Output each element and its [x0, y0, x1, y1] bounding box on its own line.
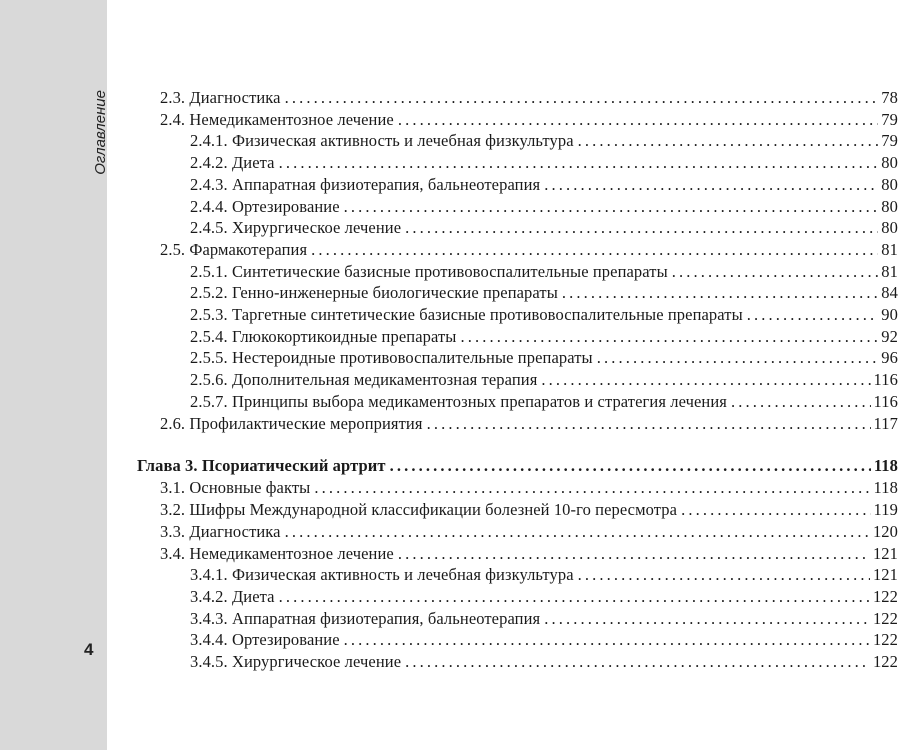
toc-entry-title: 2.4.3. Аппаратная физиотерапия, бальнеотерапия — [190, 175, 544, 195]
dot-leader — [344, 630, 870, 650]
dot-leader — [405, 652, 870, 672]
dot-leader — [344, 197, 879, 217]
dot-leader — [460, 327, 878, 347]
toc-entry-page: 118 — [873, 456, 898, 476]
toc-entry-title: 2.3. Диагностика — [160, 88, 285, 108]
toc-entry-page: 79 — [881, 109, 898, 129]
toc-entry-title: 3.3. Диагностика — [160, 522, 285, 542]
toc-entry[interactable] — [190, 370, 898, 391]
dot-leader — [311, 240, 878, 260]
toc-entry-title: 2.4. Немедикаментозное лечение — [160, 110, 398, 130]
dot-leader — [681, 500, 870, 520]
toc-entry-page: 80 — [881, 174, 898, 194]
page-margin-band — [0, 0, 107, 750]
toc-entry-title: Глава 3. Псориатический артрит — [137, 456, 390, 476]
toc-entry[interactable] — [190, 131, 898, 152]
dot-leader — [672, 262, 879, 282]
toc-entry-title: 2.5.7. Принципы выбора медикаментозных препаратов и стратегия лечения — [190, 392, 731, 412]
dot-leader — [544, 175, 878, 195]
toc-chapter-entry[interactable] — [137, 456, 898, 477]
toc-entry-page: 116 — [873, 391, 898, 411]
toc-entry[interactable] — [160, 240, 898, 261]
toc-entry-title: 3.4.2. Диета — [190, 587, 279, 607]
toc-entry-page: 122 — [872, 630, 898, 650]
toc-entry[interactable] — [160, 544, 898, 565]
dot-leader — [578, 131, 879, 151]
toc-entry-page: 122 — [872, 608, 898, 628]
toc-entry[interactable] — [190, 565, 898, 586]
toc-entry-title: 2.6. Профилактические мероприятия — [160, 414, 427, 434]
toc-entry-page: 122 — [872, 586, 898, 606]
page-number: 4 — [84, 640, 94, 659]
toc-entry-page: 90 — [881, 305, 898, 324]
toc-entry-title: 2.5.1. Синтетические базисные противовоспалительные препараты — [190, 262, 672, 282]
toc-entry[interactable] — [190, 305, 898, 326]
toc-entry[interactable] — [160, 478, 898, 499]
toc-entry-page: 80 — [881, 196, 898, 216]
toc-entry-page: 78 — [881, 88, 898, 107]
toc-entry-title: 3.4.4. Ортезирование — [190, 630, 344, 650]
toc-entry-title: 2.4.1. Физическая активность и лечебная физкультура — [190, 131, 578, 151]
dot-leader — [427, 414, 871, 434]
toc-entry-title: 2.5.6. Дополнительная медикаментозная терапия — [190, 370, 541, 390]
dot-leader — [747, 305, 879, 325]
toc-entry[interactable] — [190, 609, 898, 630]
toc-entry[interactable] — [190, 630, 898, 651]
toc-entry[interactable] — [190, 652, 898, 673]
toc-entry-title: 2.5. Фармакотерапия — [160, 240, 311, 260]
toc-entry[interactable] — [190, 392, 898, 413]
toc-entry-page: 84 — [881, 283, 898, 303]
running-header: Оглавление — [92, 90, 109, 175]
dot-leader — [285, 522, 870, 542]
toc-entry-title: 3.1. Основные факты — [160, 478, 314, 498]
toc-entry[interactable] — [190, 262, 898, 283]
dot-leader — [597, 348, 879, 368]
toc-entry-title: 3.4. Немедикаментозное лечение — [160, 544, 398, 564]
toc-entry-page: 117 — [873, 413, 898, 433]
toc-entry-title: 2.5.2. Генно-инженерные биологические препараты — [190, 283, 562, 303]
toc-entry[interactable] — [190, 218, 898, 239]
dot-leader — [405, 218, 878, 238]
toc-entry-title: 2.5.3. Таргетные синтетические базисные противовоспалительные препараты — [190, 305, 747, 325]
dot-leader — [578, 565, 870, 585]
toc-entry-page: 80 — [881, 218, 898, 238]
toc-entry-page: 92 — [881, 326, 898, 346]
dot-leader — [731, 392, 871, 412]
dot-leader — [279, 153, 879, 173]
toc-entry-page: 81 — [881, 261, 898, 281]
toc-entry-page: 119 — [873, 500, 898, 520]
dot-leader — [398, 544, 870, 564]
toc-entry-title: 3.4.5. Хирургическое лечение — [190, 652, 405, 672]
toc-entry-title: 3.4.1. Физическая активность и лечебная физкультура — [190, 565, 578, 585]
toc-entry-title: 3.2. Шифры Международной классификации болезней 10-го пересмотра — [160, 500, 681, 520]
toc-entry-title: 3.4.3. Аппаратная физиотерапия, бальнеотерапия — [190, 609, 544, 629]
toc-entry-title: 2.5.4. Глюкокортикоидные препараты — [190, 327, 460, 347]
toc-entry-page: 96 — [881, 348, 898, 368]
toc-entry[interactable] — [160, 110, 898, 131]
toc-entry[interactable] — [190, 283, 898, 304]
dot-leader — [398, 110, 878, 130]
toc-entry[interactable] — [190, 197, 898, 218]
toc-entry-page: 122 — [872, 652, 898, 671]
toc-entry[interactable] — [190, 175, 898, 196]
toc-entry-page: 118 — [873, 478, 898, 498]
toc-entry-title: 2.4.2. Диета — [190, 153, 279, 173]
toc-entry[interactable] — [190, 327, 898, 348]
toc-entry[interactable] — [160, 522, 898, 543]
toc-entry[interactable] — [160, 414, 898, 435]
dot-leader — [562, 283, 878, 303]
toc-entry[interactable] — [190, 348, 898, 369]
toc-entry[interactable] — [190, 153, 898, 174]
toc-entry-title: 2.5.5. Нестероидные противовоспалительные препараты — [190, 348, 597, 368]
dot-leader — [544, 609, 870, 629]
toc-entry-page: 80 — [881, 153, 898, 173]
toc-entry-page: 121 — [872, 565, 898, 585]
dot-leader — [314, 478, 870, 498]
toc-entry[interactable] — [160, 500, 898, 521]
dot-leader — [279, 587, 870, 607]
toc-entry-page: 116 — [873, 370, 898, 390]
toc-entry-page: 120 — [872, 521, 898, 541]
toc-entry-title: 2.4.5. Хирургическое лечение — [190, 218, 405, 238]
toc-entry-page: 121 — [872, 543, 898, 563]
dot-leader — [285, 88, 879, 108]
toc-entry-page: 81 — [881, 239, 898, 259]
toc-entry[interactable] — [190, 587, 898, 608]
dot-leader — [390, 456, 871, 476]
toc-entry-page: 79 — [881, 131, 898, 151]
toc-entry[interactable] — [160, 88, 898, 109]
dot-leader — [541, 370, 870, 390]
toc-entry-title: 2.4.4. Ортезирование — [190, 197, 344, 217]
